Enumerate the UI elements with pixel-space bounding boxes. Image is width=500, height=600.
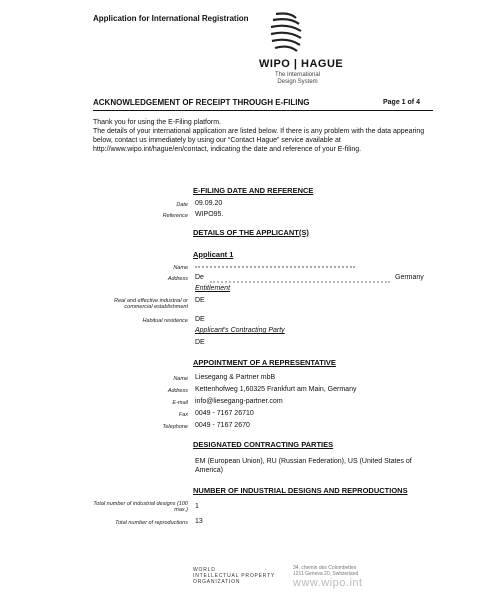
- wipo-globe-logo: [268, 10, 304, 56]
- intro-line-1: Thank you for using the E-Filing platform.: [93, 119, 222, 126]
- rep-name-value: Liesegang & Partner mbB: [195, 374, 276, 381]
- logo-subtitle: The International Design System: [275, 72, 321, 85]
- total-designs-label: Total number of industrial designs (100 max.): [93, 501, 188, 513]
- footer-organization: WORLD INTELLECTUAL PROPERTY ORGANIZATION: [193, 567, 276, 585]
- rep-email-value: info@liesegang-partner.com: [195, 398, 283, 405]
- footer-address: 34, chemin des Colombettes 1211 Geneva 20, Switzerland: [293, 565, 359, 577]
- total-reproductions-label: Total number of reproductions: [115, 520, 188, 526]
- rep-fax-label: Fax: [178, 412, 188, 418]
- total-reproductions-value: 13: [195, 518, 203, 525]
- date-label: Date: [176, 202, 188, 208]
- section-representative-heading: APPOINTMENT OF A REPRESENTATIVE: [193, 358, 336, 367]
- rep-address-value: Kettenhofweg 1,60325 Frankfurt am Main, Germany: [195, 386, 357, 393]
- rep-fax-value: 0049 - 7167 26710: [195, 410, 254, 417]
- applicant-name-redacted: [195, 262, 355, 268]
- logo-wordmark: WIPO | HAGUE: [259, 58, 344, 70]
- rep-address-label: Address: [167, 388, 188, 394]
- rep-phone-value: 0049 - 7167 2670: [195, 422, 250, 429]
- applicant-address-country: Germany: [395, 274, 424, 281]
- section-designs-heading: NUMBER OF INDUSTRIAL DESIGNS AND REPRODUCTIONS: [193, 486, 408, 495]
- contracting-party-value: DE: [195, 339, 205, 346]
- contracting-party-heading: Applicant's Contracting Party: [195, 327, 285, 334]
- rep-phone-label: Telephone: [162, 424, 188, 430]
- section-designated-heading: DESIGNATED CONTRACTING PARTIES: [193, 440, 334, 449]
- page-title: ACKNOWLEDGEMENT OF RECEIPT THROUGH E-FILING: [93, 98, 310, 107]
- intro-line-2: The details of your international application are listed below. If there is any problem with the data appearing below, contact us immediately by using our “Contact Hague” service available at http://www.wipo.int/hague/en/contact, indicating the date and reference of your E-filing.: [93, 128, 425, 153]
- rep-name-label: Name: [173, 376, 188, 382]
- applicant-address-redacted: [210, 279, 390, 283]
- reference-value: WIPO95.: [195, 211, 224, 218]
- section-efiling-heading: E-FILING DATE AND REFERENCE: [193, 186, 314, 195]
- date-value: 09.09.20: [195, 200, 223, 207]
- establishment-label: Real and effective industrial or commercial establishment: [114, 298, 188, 310]
- page-number: Page 1 of 4: [383, 99, 420, 106]
- section-applicant-heading: DETAILS OF THE APPLICANT(S): [193, 228, 309, 237]
- reference-label: Reference: [162, 213, 188, 219]
- footer-url: www.wipo.int: [293, 577, 363, 589]
- applicant-1-heading: Applicant 1: [193, 250, 234, 259]
- rep-email-label: E-mail: [172, 400, 188, 406]
- intro-text: [93, 118, 438, 154]
- residence-value: DE: [195, 316, 205, 323]
- applicant-name-label: Name: [173, 265, 188, 271]
- applicant-address-label: Address: [167, 276, 188, 282]
- establishment-value: DE: [195, 297, 205, 304]
- application-title: Application for International Registration: [93, 14, 249, 23]
- residence-label: Habitual residence: [142, 318, 188, 324]
- applicant-address-value: De: [195, 274, 204, 281]
- total-designs-value: 1: [195, 503, 199, 510]
- entitlement-heading: Entitlement: [195, 285, 231, 292]
- designated-value: EM (European Union), RU (Russian Federation), US (United States of America): [195, 458, 412, 474]
